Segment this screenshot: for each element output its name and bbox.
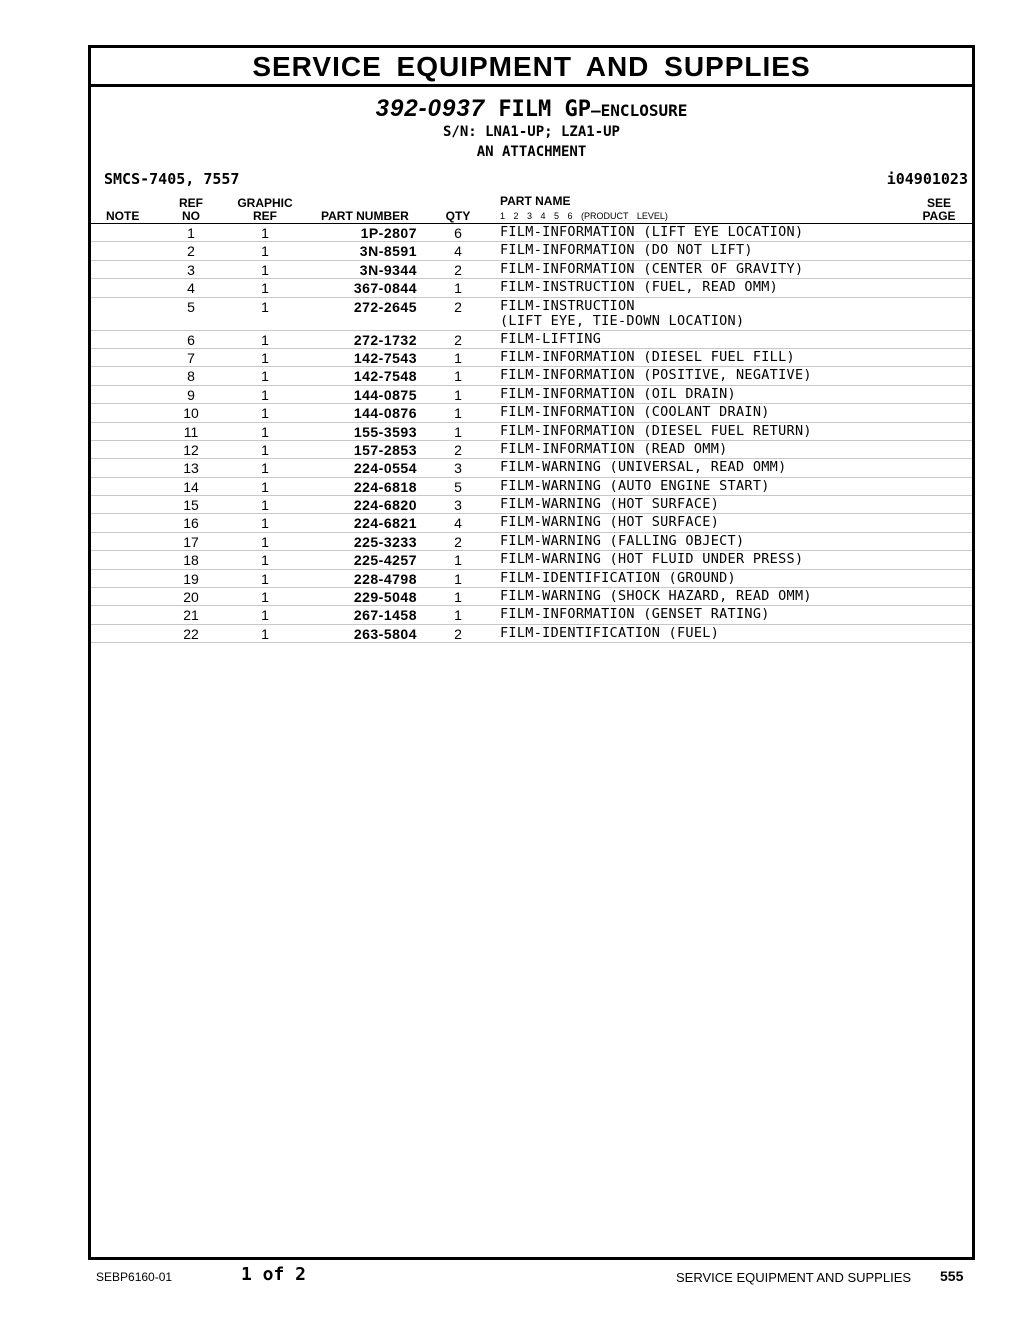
table-row [91, 224, 972, 242]
quantity: 1 [454, 423, 462, 440]
ref-no: 1 [187, 225, 195, 241]
footer-page-of: 1 of 2 [241, 1264, 307, 1285]
part-name [500, 405, 970, 421]
quantity: 2 [454, 261, 462, 278]
part-name-line: FILM-WARNING (HOT SURFACE) [500, 496, 720, 513]
quantity: 1 [454, 386, 462, 403]
part-name [500, 626, 970, 642]
graphic-ref: 1 [261, 405, 269, 422]
graphic-ref: 1 [261, 349, 269, 366]
ref-no: 13 [183, 460, 199, 477]
group-name: FILM GP [498, 97, 592, 122]
graphic-ref: 1 [261, 533, 269, 550]
part-number: 3N-9344 [359, 261, 417, 278]
ref-no: 18 [183, 552, 199, 569]
quantity: 4 [454, 243, 462, 260]
footer-page-number: 555 [940, 1268, 964, 1284]
table-row [91, 496, 972, 514]
part-name-line: FILM-IDENTIFICATION (FUEL) [500, 624, 720, 641]
graphic-ref: 1 [261, 386, 269, 403]
part-name-line: FILM-INFORMATION (GENSET RATING) [500, 606, 770, 623]
col-header-part-number: PART NUMBER [321, 209, 409, 223]
part-name-line: FILM-WARNING (HOT FLUID UNDER PRESS) [500, 551, 804, 568]
quantity: 2 [454, 441, 462, 458]
quantity: 2 [454, 625, 462, 642]
graphic-ref: 1 [261, 261, 269, 278]
part-number: 225-3233 [353, 533, 417, 550]
part-name-line: FILM-WARNING (AUTO ENGINE START) [500, 477, 770, 494]
part-name-line: FILM-INFORMATION (CENTER OF GRAVITY) [500, 260, 804, 277]
parts-table [91, 224, 972, 643]
group-heading [91, 95, 972, 123]
group-suffix: —ENCLOSURE [591, 101, 688, 120]
part-name-line: FILM-INFORMATION (DIESEL FUEL RETURN) [500, 422, 812, 439]
ref-no: 14 [183, 478, 199, 495]
ref-no: 8 [187, 368, 195, 385]
part-name [500, 497, 970, 513]
part-number: 272-1732 [353, 331, 417, 348]
quantity: 1 [454, 280, 462, 297]
ref-no: 3 [187, 261, 195, 278]
ref-no: 16 [183, 515, 199, 532]
ref-no: 5 [187, 298, 195, 315]
table-row [91, 298, 972, 331]
ref-no: 19 [183, 570, 199, 587]
part-name-line: FILM-WARNING (FALLING OBJECT) [500, 532, 745, 549]
part-name [500, 368, 970, 384]
col-header-graphic-bottom: REF [253, 209, 277, 223]
col-header-ref-top: REF [179, 196, 203, 210]
part-name-line: FILM-WARNING (UNIVERSAL, READ OMM) [500, 459, 787, 476]
part-name [500, 350, 970, 366]
ref-no: 9 [187, 386, 195, 403]
footer-section-title: SERVICE EQUIPMENT AND SUPPLIES [676, 1270, 912, 1285]
product-level-scale: 1 2 3 4 5 6 (PRODUCT LEVEL) [500, 211, 668, 221]
table-row [91, 423, 972, 441]
table-row [91, 441, 972, 459]
graphic-ref: 1 [261, 331, 269, 348]
quantity: 5 [454, 478, 462, 495]
part-name [500, 479, 970, 495]
quantity: 4 [454, 515, 462, 532]
graphic-ref: 1 [261, 478, 269, 495]
quantity: 1 [454, 589, 462, 606]
graphic-ref: 1 [261, 515, 269, 532]
table-row [91, 625, 972, 643]
smcs-code: SMCS-7405, 7557 [104, 170, 240, 188]
part-name-line: FILM-WARNING (HOT SURFACE) [500, 514, 720, 531]
quantity: 1 [454, 349, 462, 366]
graphic-ref: 1 [261, 225, 269, 241]
table-row [91, 551, 972, 569]
graphic-ref: 1 [261, 423, 269, 440]
table-row [91, 279, 972, 297]
ref-no: 22 [183, 625, 199, 642]
quantity: 3 [454, 497, 462, 514]
ref-no: 10 [183, 405, 199, 422]
graphic-ref: 1 [261, 552, 269, 569]
table-row [91, 606, 972, 624]
table-row [91, 349, 972, 367]
part-number: 155-3593 [353, 423, 417, 440]
part-name [500, 460, 970, 476]
quantity: 1 [454, 368, 462, 385]
part-number: 272-2645 [353, 298, 417, 315]
part-name [500, 534, 970, 550]
col-header-see-bottom: PAGE [922, 209, 956, 223]
part-name [500, 243, 970, 259]
ref-no: 21 [183, 607, 199, 624]
part-name-line: FILM-INFORMATION (POSITIVE, NEGATIVE) [500, 367, 812, 384]
part-name [500, 332, 970, 348]
part-name-line: FILM-INFORMATION (LIFT EYE LOCATION) [500, 224, 804, 240]
graphic-ref: 1 [261, 497, 269, 514]
part-name-line: FILM-INFORMATION (DIESEL FUEL FILL) [500, 348, 795, 365]
part-name-line: FILM-LIFTING [500, 330, 602, 347]
part-number: 225-4257 [353, 552, 417, 569]
part-name [500, 442, 970, 458]
graphic-ref: 1 [261, 589, 269, 606]
quantity: 2 [454, 533, 462, 550]
ref-no: 12 [183, 441, 199, 458]
part-name [500, 387, 970, 403]
ref-no: 15 [183, 497, 199, 514]
part-name-line: FILM-INFORMATION (OIL DRAIN) [500, 385, 736, 402]
table-row [91, 386, 972, 404]
part-number: 228-4798 [353, 570, 417, 587]
quantity: 3 [454, 460, 462, 477]
part-name-line: FILM-INFORMATION (READ OMM) [500, 440, 728, 457]
table-row [91, 459, 972, 477]
quantity: 2 [454, 331, 462, 348]
ref-no: 20 [183, 589, 199, 606]
quantity: 1 [454, 570, 462, 587]
part-name [500, 607, 970, 623]
part-name [500, 571, 970, 587]
page-frame [88, 45, 975, 1260]
part-number: 224-6818 [353, 478, 417, 495]
part-number: 224-6820 [353, 497, 417, 514]
part-name-line: FILM-WARNING (SHOCK HAZARD, READ OMM) [500, 588, 812, 605]
col-header-qty: QTY [445, 209, 471, 223]
graphic-ref: 1 [261, 441, 269, 458]
part-name [500, 424, 970, 440]
col-header-part-name: PART NAME [500, 194, 571, 208]
part-name-line: FILM-INFORMATION (COOLANT DRAIN) [500, 404, 770, 421]
graphic-ref: 1 [261, 625, 269, 642]
ref-no: 7 [187, 349, 195, 366]
table-row [91, 570, 972, 588]
quantity: 1 [454, 607, 462, 624]
col-header-ref-bottom: NO [182, 209, 200, 223]
footer-doc-code: SEBP6160-01 [96, 1270, 173, 1284]
table-row [91, 261, 972, 279]
part-number: 1P-2807 [360, 225, 417, 241]
table-row [91, 331, 972, 349]
graphic-ref: 1 [261, 607, 269, 624]
part-name [500, 299, 970, 330]
part-number: 263-5804 [353, 625, 417, 642]
document-identifier: i04901023 [886, 170, 968, 188]
quantity: 2 [454, 298, 462, 315]
graphic-ref: 1 [261, 570, 269, 587]
serial-numbers: S/N: LNA1-UP; LZA1-UP [442, 124, 620, 140]
part-name-line: FILM-INSTRUCTION (FUEL, READ OMM) [500, 279, 779, 296]
table-row [91, 404, 972, 422]
group-number: 392-0937 [375, 95, 486, 122]
part-number: 267-1458 [353, 607, 417, 624]
table-row [91, 514, 972, 532]
ref-no: 17 [183, 533, 199, 550]
graphic-ref: 1 [261, 280, 269, 297]
ref-no: 6 [187, 331, 195, 348]
part-name [500, 225, 970, 241]
table-row [91, 478, 972, 496]
part-name-line: FILM-INSTRUCTION [500, 297, 635, 314]
ref-no: 4 [187, 280, 195, 297]
part-number: 142-7548 [353, 368, 417, 385]
quantity: 1 [454, 552, 462, 569]
part-number: 157-2853 [353, 441, 417, 458]
part-name-line: FILM-IDENTIFICATION (GROUND) [500, 569, 736, 586]
part-name [500, 589, 970, 605]
table-row [91, 242, 972, 260]
part-number: 229-5048 [353, 589, 417, 606]
part-number: 367-0844 [353, 280, 417, 297]
part-number: 142-7543 [353, 349, 417, 366]
graphic-ref: 1 [261, 368, 269, 385]
graphic-ref: 1 [261, 298, 269, 315]
part-number: 144-0876 [353, 405, 417, 422]
table-row [91, 367, 972, 385]
part-name [500, 280, 970, 296]
part-name [500, 515, 970, 531]
part-name-line-2: (LIFT EYE, TIE-DOWN LOCATION) [500, 313, 745, 330]
part-number: 144-0875 [353, 386, 417, 403]
graphic-ref: 1 [261, 243, 269, 260]
part-name [500, 552, 970, 568]
ref-no: 11 [183, 423, 199, 440]
col-header-see-top: SEE [926, 196, 951, 210]
part-name [500, 262, 970, 278]
part-name-line: FILM-INFORMATION (DO NOT LIFT) [500, 242, 753, 259]
col-header-graphic-top: GRAPHIC [237, 196, 293, 210]
part-number: 224-6821 [353, 515, 417, 532]
ref-no: 2 [187, 243, 195, 260]
col-header-note: NOTE [106, 209, 140, 223]
graphic-ref: 1 [261, 460, 269, 477]
page-title: SERVICE EQUIPMENT AND SUPPLIES [91, 48, 972, 87]
table-row [91, 588, 972, 606]
quantity: 6 [454, 225, 462, 241]
quantity: 1 [454, 405, 462, 422]
table-row [91, 533, 972, 551]
attachment-label: AN ATTACHMENT [476, 144, 587, 160]
part-number: 3N-8591 [359, 243, 417, 260]
part-number: 224-0554 [353, 460, 417, 477]
